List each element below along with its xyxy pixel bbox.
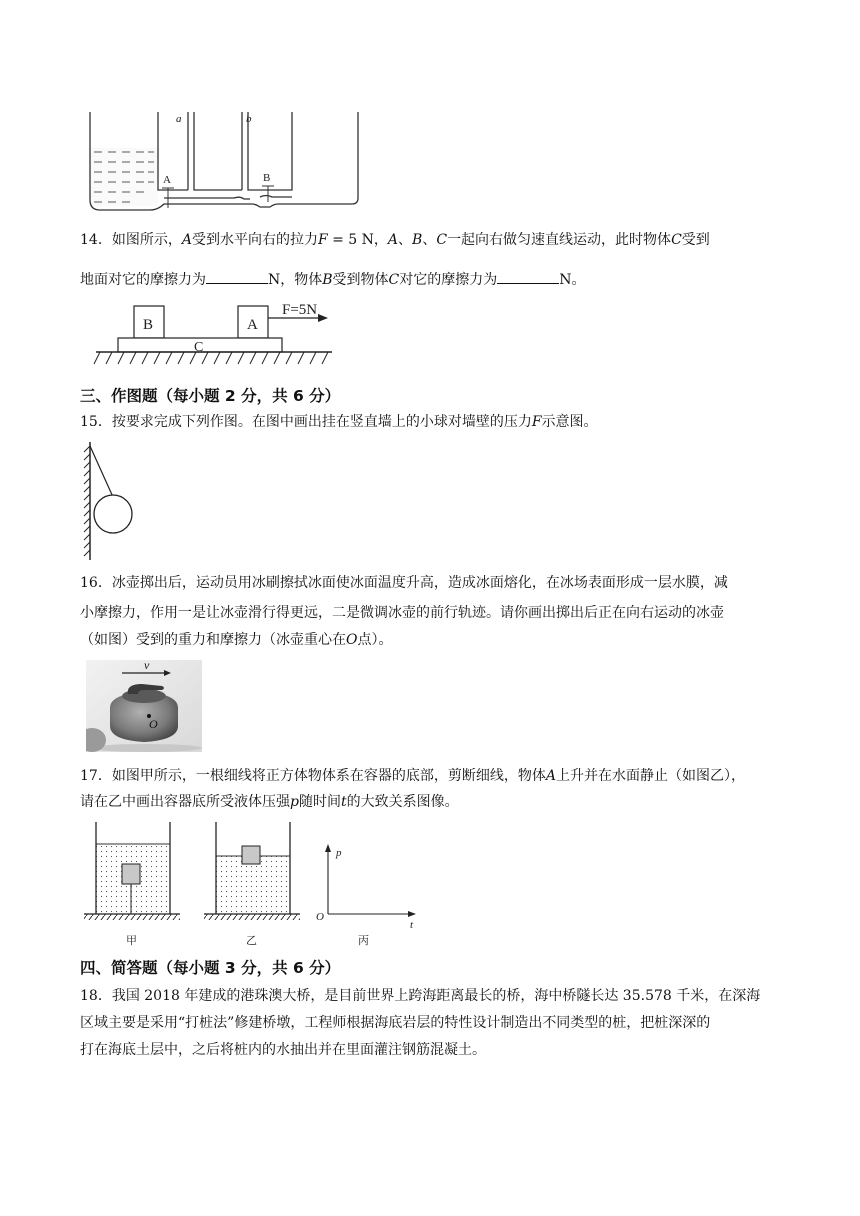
q14-line1: 14．如图所示，A受到水平向右的拉力F = 5 N，A、B、C一起向右做匀速直线运动，此时物体C受到 bbox=[80, 232, 710, 248]
fig14-label-B: B bbox=[143, 317, 154, 333]
section-3-title: 三、作图题（每小题 2 分，共 6 分） bbox=[80, 387, 341, 405]
fig16-label-O: O bbox=[149, 717, 158, 731]
fig13-label-a: a bbox=[176, 113, 182, 125]
fig13-label-b: b bbox=[246, 113, 252, 125]
q18-line1: 18．我国 2018 年建成的港珠澳大桥，是目前世界上跨海距离最长的桥，海中桥隧长达 35.578 千米，在深海 bbox=[80, 988, 761, 1004]
fig14-label-A: A bbox=[247, 317, 258, 333]
q14-number: 14． bbox=[80, 232, 112, 248]
q17-line2: 请在乙中画出容器底所受液体压强p随时间t的大致关系图像。 bbox=[80, 794, 459, 810]
fig14-force-label: F=5N bbox=[282, 302, 318, 318]
answer-blank-2[interactable] bbox=[497, 271, 559, 284]
fig17-axis-t: t bbox=[410, 919, 414, 931]
q18-line3: 打在海底土层中，之后将桩内的水抽出并在里面灌注钢筋混凝土。 bbox=[80, 1042, 486, 1058]
q16-line1: 16．冰壶掷出后，运动员用冰刷擦拭冰面使冰面温度升高，造成冰面熔化，在冰场表面形成一层水膜，减 bbox=[80, 575, 728, 591]
figure-17-containers-and-graph bbox=[80, 820, 424, 948]
q16-line2: 小摩擦力，作用一是让冰壶滑行得更远，二是微调冰壶的前行轨迹。请你画出掷出后正在向右运动的冰壶 bbox=[80, 605, 724, 621]
q18-line2: 区域主要是采用“打桩法”修建桥墩，工程师根据海底岩层的特性设计制造出不同类型的桩，把桩深深的 bbox=[80, 1015, 711, 1031]
fig17-axis-p: p bbox=[336, 847, 342, 859]
figure-16-curling-stone bbox=[86, 660, 202, 752]
fig14-label-C: C bbox=[194, 340, 204, 355]
fig17-caption-bing: 丙 bbox=[358, 935, 369, 947]
fig13-label-B: B bbox=[263, 172, 271, 184]
q14-line2: 地面对它的摩擦力为 N，物体B受到物体C对它的摩擦力为 N。 bbox=[80, 272, 586, 288]
q16-line3: （如图）受到的重力和摩擦力（冰壶重心在O点）。 bbox=[80, 632, 393, 648]
section-4-title: 四、简答题（每小题 3 分，共 6 分） bbox=[80, 959, 341, 977]
fig17-caption-jia: 甲 bbox=[126, 935, 137, 947]
fig13-label-A: A bbox=[163, 174, 171, 186]
q15-text: 15．按要求完成下列作图。在图中画出挂在竖直墙上的小球对墙壁的压力F示意图。 bbox=[80, 414, 598, 430]
fig17-caption-yi: 乙 bbox=[246, 935, 257, 947]
fig16-label-v: v bbox=[144, 660, 150, 672]
figure-13-connected-containers bbox=[84, 110, 364, 215]
figure-14-blocks bbox=[92, 298, 342, 372]
fig17-origin-O: O bbox=[316, 911, 324, 923]
answer-blank-1[interactable] bbox=[206, 271, 268, 284]
q17-line1: 17．如图甲所示，一根细线将正方体物体系在容器的底部，剪断细线，物体A上升并在水面静止（如图乙）， bbox=[80, 768, 745, 784]
figure-15-ball-on-wall bbox=[80, 440, 150, 562]
